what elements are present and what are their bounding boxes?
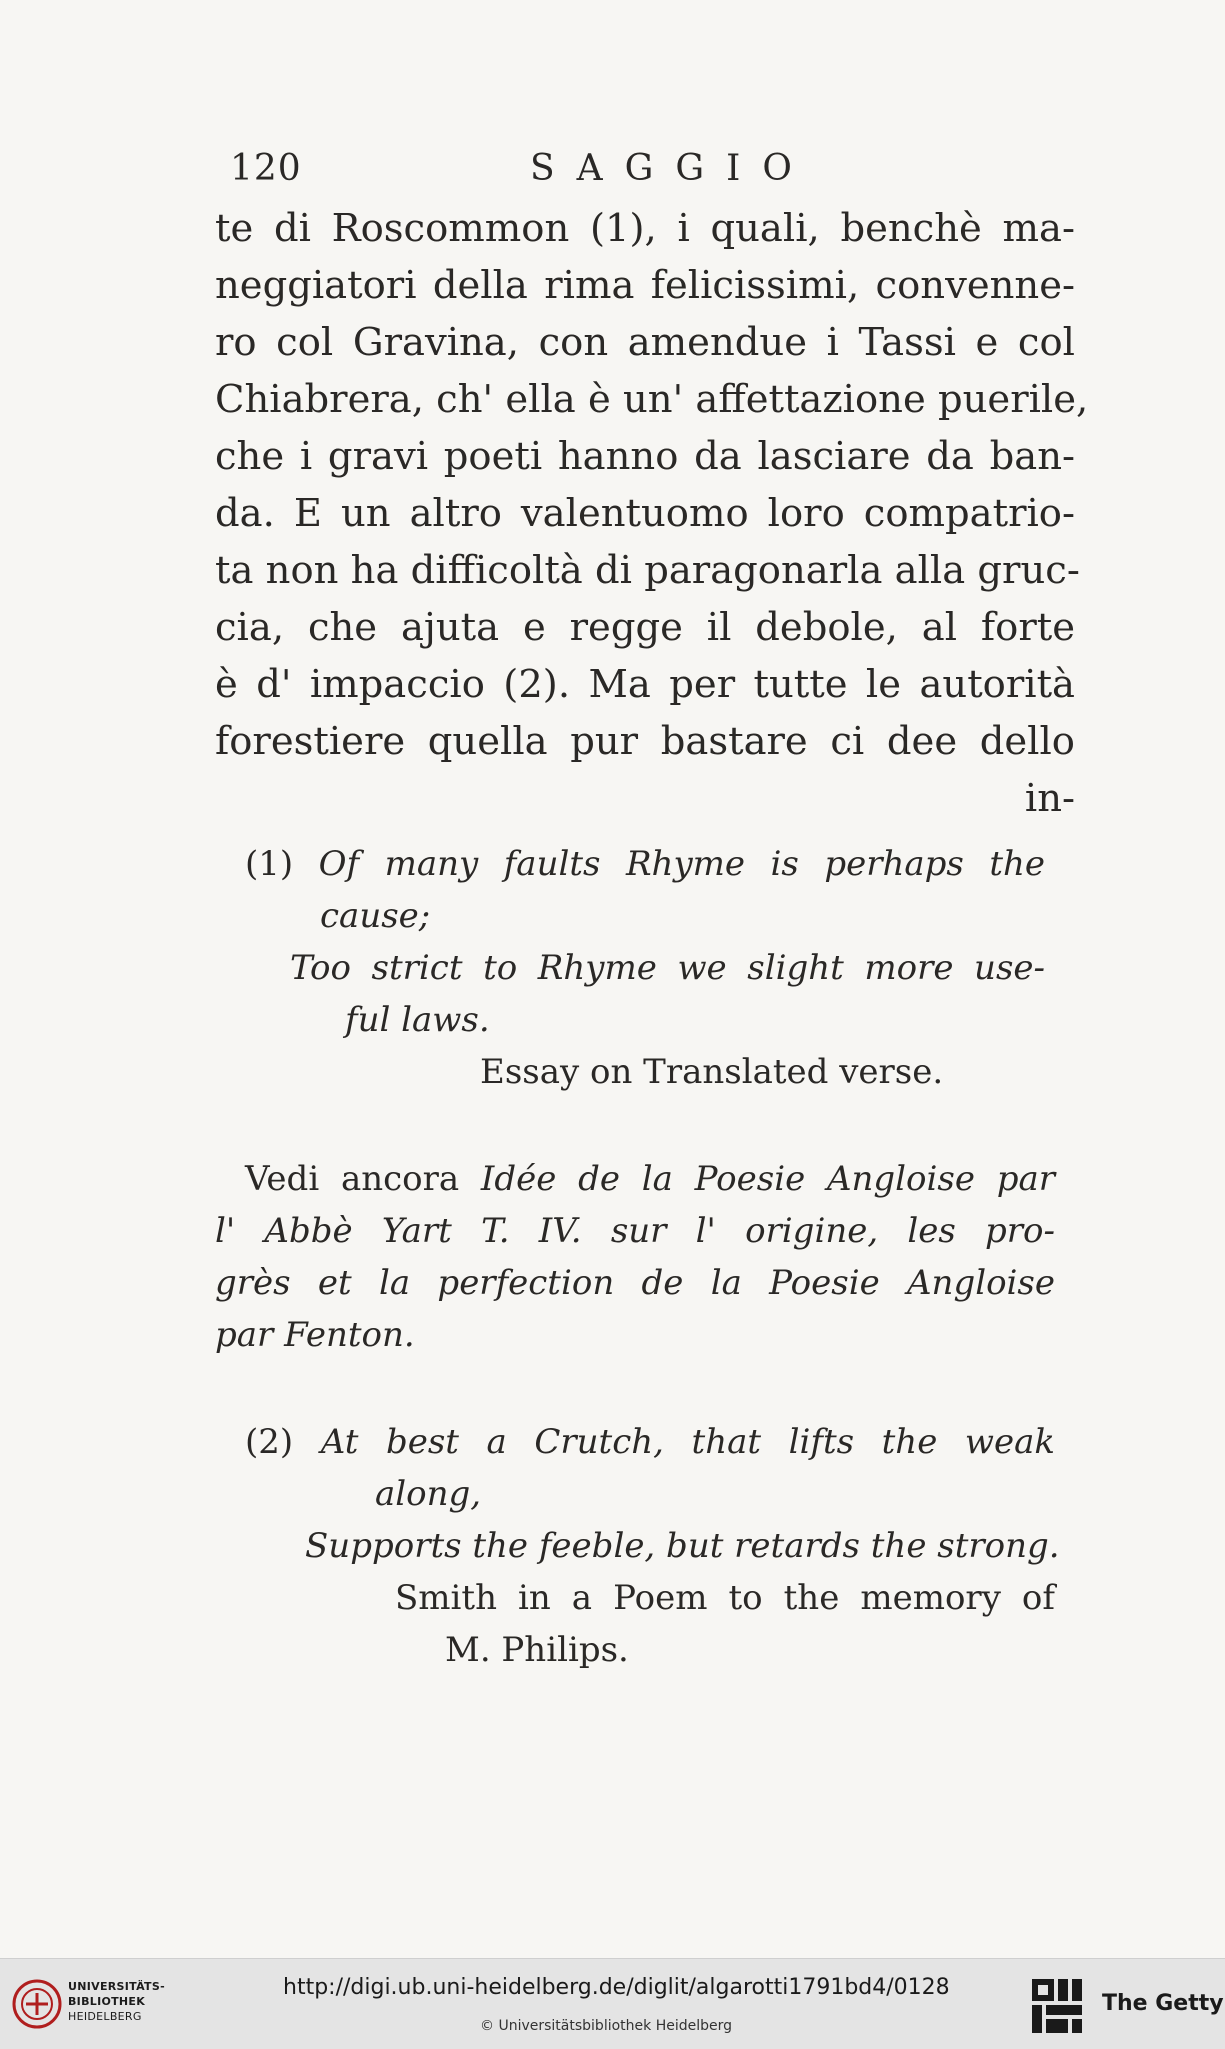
footnote-marker: (2) — [245, 1422, 294, 1462]
partner-name: The Getty — [1102, 1991, 1224, 2016]
main-text-line: è d' impaccio (2). Ma per tutte le autorità — [215, 662, 1075, 707]
footnote-1 — [245, 838, 1045, 1098]
footnote-line: grès et la perfection de la Poesie Angloise — [215, 1263, 1055, 1303]
running-title: SAGGIO — [530, 148, 814, 189]
main-text-line: ro col Gravina, con amendue i Tassi e col — [215, 320, 1075, 365]
footnote-verse: ful laws. — [345, 1000, 490, 1040]
main-text-line: te di Roscommon (1), i quali, benchè ma- — [215, 206, 1075, 251]
footnote-line: par Fenton. — [215, 1315, 415, 1355]
main-text-line: ta non ha difficoltà di paragonarla alla gruc- — [215, 548, 1080, 593]
main-text — [215, 200, 1089, 827]
viewer-footer — [0, 1958, 1225, 2049]
footnote-line — [245, 838, 1045, 890]
footnote-verse: Supports the feeble, but retards the strong. — [305, 1526, 1060, 1566]
main-text-line: neggiatori della rima felicissimi, convenne- — [215, 263, 1075, 308]
footnote-vedi — [215, 1153, 1055, 1361]
catchword: in- — [1024, 776, 1075, 821]
page-number: 120 — [230, 148, 302, 189]
footnote-source: Essay on Translated verse. — [480, 1052, 944, 1092]
main-text-line: da. E un altro valentuomo loro compatrio- — [215, 491, 1075, 536]
page-header — [200, 148, 1080, 198]
footnote-verse: along, — [375, 1474, 482, 1514]
main-text-line: Chiabrera, ch' ella è un' affettazione puerile, — [215, 377, 1089, 422]
library-seal-icon — [12, 1979, 62, 2029]
getty-logo-icon[interactable] — [1030, 1977, 1084, 2035]
footnote-marker: (1) — [245, 844, 294, 884]
footnote-line: (2) At best a Crutch, that lifts the weak — [245, 1422, 1055, 1462]
footnote-verse: cause; — [320, 896, 431, 936]
footnote-source: M. Philips. — [445, 1630, 629, 1670]
main-text-line: cia, che ajuta e regge il debole, al forte — [215, 605, 1075, 650]
footnote-verse: Too strict to Rhyme we slight more use- — [290, 948, 1045, 988]
permalink-url[interactable]: http://digi.ub.uni-heidelberg.de/diglit/algarotti1791bd4/0128 — [283, 1975, 950, 2000]
footnote-source: Smith in a Poem to the memory of — [395, 1578, 1055, 1618]
footnote-verse: Of many faults Rhyme is perhaps the — [318, 844, 1046, 884]
library-logo[interactable] — [12, 1975, 167, 2033]
footnote-line: l' Abbè Yart T. IV. sur l' origine, les pro- — [215, 1211, 1055, 1251]
footnote-lead: Vedi ancora — [245, 1159, 460, 1199]
main-text-line: forestiere quella pur bastare ci dee dello — [215, 719, 1075, 764]
library-name: UNIVERSITÄTS- BIBLIOTHEK HEIDELBERG — [68, 1980, 165, 2023]
footnote-line: Vedi ancora Idée de la Poesie Angloise par — [245, 1159, 1055, 1199]
footnote-2 — [245, 1416, 1060, 1676]
copyright-notice: © Universitätsbibliothek Heidelberg — [480, 2018, 733, 2034]
main-text-line: che i gravi poeti hanno da lasciare da ban- — [215, 434, 1075, 479]
